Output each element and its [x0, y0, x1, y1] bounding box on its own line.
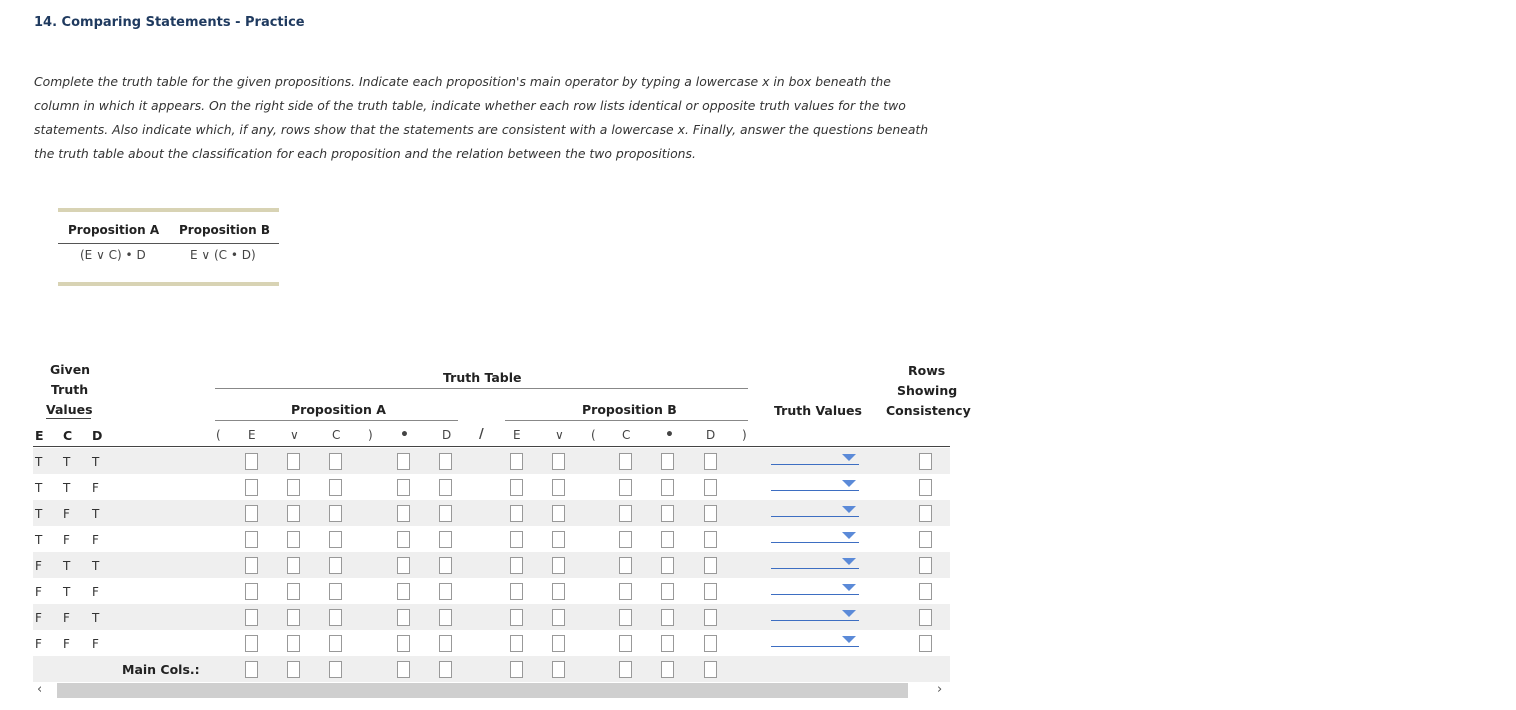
header-divider: [33, 446, 950, 447]
main-col-input[interactable]: [329, 661, 342, 678]
propositions-box: [58, 208, 279, 286]
truth-value-input[interactable]: [619, 479, 632, 496]
truth-value-input[interactable]: [510, 557, 523, 574]
dropdown-arrow-icon[interactable]: [842, 610, 856, 617]
truth-value-input[interactable]: [287, 609, 300, 626]
truth-value-input[interactable]: [619, 453, 632, 470]
prop-b-underline: [505, 420, 748, 421]
consistency-input[interactable]: [919, 583, 932, 600]
truth-value-input[interactable]: [329, 557, 342, 574]
truth-value-input[interactable]: [329, 479, 342, 496]
rows-header: [880, 362, 971, 422]
truth-value-input[interactable]: [439, 557, 452, 574]
scroll-left-icon[interactable]: ‹: [37, 682, 43, 697]
consistency-input[interactable]: [919, 531, 932, 548]
rows-header-line3: Consistency: [886, 403, 971, 418]
dropdown-arrow-icon[interactable]: [842, 584, 856, 591]
truth-value-input[interactable]: [552, 609, 565, 626]
truth-value-input[interactable]: [287, 583, 300, 600]
truth-value-input[interactable]: [245, 609, 258, 626]
rows-header-line2: Showing: [897, 383, 958, 398]
truth-value-input[interactable]: [245, 453, 258, 470]
truth-value-input[interactable]: [397, 479, 410, 496]
truth-values-dropdown[interactable]: [771, 504, 859, 517]
main-col-input[interactable]: [619, 661, 632, 678]
consistency-input[interactable]: [919, 479, 932, 496]
truth-value-input[interactable]: [619, 505, 632, 522]
given-value-cell: T: [35, 481, 43, 495]
truth-value-input[interactable]: [619, 583, 632, 600]
rows-header-line1: Rows: [908, 363, 946, 378]
given-value-cell: F: [63, 637, 70, 651]
truth-value-input[interactable]: [704, 453, 717, 470]
main-col-input[interactable]: [287, 661, 300, 678]
truth-value-input[interactable]: [439, 583, 452, 600]
given-value-cell: T: [63, 455, 71, 469]
symbol-c: C: [622, 428, 631, 442]
prop-a-column-header: Proposition A: [291, 402, 386, 417]
symbol-e: E: [513, 428, 521, 442]
truth-value-input[interactable]: [661, 479, 674, 496]
truth-value-input[interactable]: [510, 505, 523, 522]
given-header-line1: Given: [50, 362, 91, 377]
truth-value-input[interactable]: [619, 635, 632, 652]
var-header-d: D: [92, 428, 103, 443]
symbol-c: C: [332, 428, 341, 442]
truth-value-input[interactable]: [704, 635, 717, 652]
truth-value-input[interactable]: [245, 583, 258, 600]
dropdown-arrow-icon[interactable]: [842, 506, 856, 513]
truth-value-input[interactable]: [245, 479, 258, 496]
symbol-open-paren: (: [216, 428, 221, 442]
truth-value-input[interactable]: [287, 635, 300, 652]
symbol-e: E: [248, 428, 256, 442]
truth-value-input[interactable]: [552, 557, 565, 574]
main-col-input[interactable]: [704, 661, 717, 678]
truth-value-input[interactable]: [552, 531, 565, 548]
truth-value-input[interactable]: [329, 453, 342, 470]
given-value-cell: F: [63, 611, 70, 625]
truth-value-input[interactable]: [704, 557, 717, 574]
consistency-input[interactable]: [919, 635, 932, 652]
symbol-and: •: [400, 427, 409, 443]
truth-value-input[interactable]: [287, 505, 300, 522]
truth-value-input[interactable]: [329, 505, 342, 522]
given-value-cell: T: [92, 507, 100, 521]
truth-value-input[interactable]: [510, 583, 523, 600]
given-value-cell: T: [35, 455, 43, 469]
truth-value-input[interactable]: [661, 635, 674, 652]
truth-value-input[interactable]: [397, 609, 410, 626]
truth-values-header: Truth Values: [774, 403, 862, 418]
given-value-cell: F: [92, 585, 99, 599]
truth-value-input[interactable]: [245, 635, 258, 652]
truth-value-input[interactable]: [661, 531, 674, 548]
truth-value-input[interactable]: [704, 531, 717, 548]
consistency-input[interactable]: [919, 557, 932, 574]
truth-value-input[interactable]: [619, 531, 632, 548]
truth-value-input[interactable]: [287, 479, 300, 496]
truth-values-dropdown[interactable]: [771, 530, 859, 543]
given-value-cell: T: [63, 559, 71, 573]
prop-b-column-header: Proposition B: [582, 402, 677, 417]
truth-value-input[interactable]: [552, 479, 565, 496]
symbol-slash: /: [479, 427, 484, 442]
proposition-a-formula: (E ∨ C) • D: [80, 248, 146, 262]
truth-value-input[interactable]: [397, 453, 410, 470]
symbol-d: D: [442, 428, 452, 442]
truth-values-dropdown[interactable]: [771, 452, 859, 465]
given-value-cell: T: [35, 507, 43, 521]
truth-value-input[interactable]: [329, 609, 342, 626]
main-col-input[interactable]: [510, 661, 523, 678]
dropdown-arrow-icon[interactable]: [842, 454, 856, 461]
horizontal-scrollbar[interactable]: [33, 683, 950, 698]
truth-value-input[interactable]: [661, 453, 674, 470]
truth-value-input[interactable]: [329, 583, 342, 600]
truth-values-dropdown[interactable]: [771, 608, 859, 621]
truth-value-input[interactable]: [287, 453, 300, 470]
given-value-cell: T: [63, 585, 71, 599]
prop-a-underline: [215, 420, 458, 421]
truth-value-input[interactable]: [287, 557, 300, 574]
symbol-close-paren: ): [742, 428, 747, 442]
dropdown-arrow-icon[interactable]: [842, 558, 856, 565]
given-header-line2: Truth: [51, 382, 89, 397]
given-value-cell: T: [35, 533, 43, 547]
truth-values-dropdown[interactable]: [771, 634, 859, 647]
truth-value-input[interactable]: [439, 635, 452, 652]
truth-value-input[interactable]: [397, 635, 410, 652]
given-value-cell: T: [63, 481, 71, 495]
main-col-input[interactable]: [245, 661, 258, 678]
consistency-input[interactable]: [919, 609, 932, 626]
symbol-and: •: [665, 427, 674, 443]
truth-value-input[interactable]: [245, 505, 258, 522]
given-value-cell: F: [63, 533, 70, 547]
truth-value-input[interactable]: [439, 609, 452, 626]
consistency-input[interactable]: [919, 453, 932, 470]
truth-value-input[interactable]: [329, 635, 342, 652]
given-value-cell: F: [35, 559, 42, 573]
propositions-divider: [58, 243, 279, 244]
truth-value-input[interactable]: [245, 531, 258, 548]
truth-table-header: Truth Table: [443, 370, 522, 385]
truth-value-input[interactable]: [552, 635, 565, 652]
main-col-input[interactable]: [661, 661, 674, 678]
truth-value-input[interactable]: [439, 453, 452, 470]
truth-value-input[interactable]: [329, 531, 342, 548]
truth-value-input[interactable]: [552, 505, 565, 522]
truth-value-input[interactable]: [619, 609, 632, 626]
truth-value-input[interactable]: [704, 609, 717, 626]
proposition-a-header: Proposition A: [68, 223, 160, 237]
truth-value-input[interactable]: [661, 557, 674, 574]
given-value-cell: F: [92, 637, 99, 651]
truth-value-input[interactable]: [704, 583, 717, 600]
truth-value-input[interactable]: [287, 531, 300, 548]
given-value-cell: F: [35, 585, 42, 599]
truth-value-input[interactable]: [704, 505, 717, 522]
truth-value-input[interactable]: [510, 531, 523, 548]
truth-value-input[interactable]: [439, 505, 452, 522]
truth-value-input[interactable]: [397, 557, 410, 574]
truth-value-input[interactable]: [397, 583, 410, 600]
symbol-close-paren: ): [368, 428, 373, 442]
given-value-cell: F: [35, 611, 42, 625]
truth-value-input[interactable]: [704, 479, 717, 496]
given-value-cell: T: [92, 559, 100, 573]
truth-value-input[interactable]: [439, 531, 452, 548]
truth-table-underline: [215, 388, 748, 389]
truth-value-input[interactable]: [397, 505, 410, 522]
truth-value-input[interactable]: [661, 505, 674, 522]
main-col-input[interactable]: [552, 661, 565, 678]
truth-value-input[interactable]: [510, 609, 523, 626]
truth-value-input[interactable]: [245, 557, 258, 574]
truth-value-input[interactable]: [619, 557, 632, 574]
given-value-cell: T: [92, 455, 100, 469]
main-col-input[interactable]: [439, 661, 452, 678]
consistency-input[interactable]: [919, 505, 932, 522]
truth-value-input[interactable]: [510, 453, 523, 470]
truth-value-input[interactable]: [510, 479, 523, 496]
truth-value-input[interactable]: [552, 453, 565, 470]
given-value-cell: F: [92, 481, 99, 495]
symbol-d: D: [706, 428, 716, 442]
proposition-b-formula: E ∨ (C • D): [190, 248, 256, 262]
var-header-e: E: [35, 428, 44, 443]
page-title: 14. Comparing Statements - Practice: [34, 15, 305, 30]
instructions: Complete the truth table for the given propositions. Indicate each proposition's main operator by typing a lowercase x in box beneath the column in which it appears. On the right side of the truth table, indicate whether each row lists identical or opposite truth values for the two statements. Also indicate which, if any, rows show that the statements are consistent with a lowercase x. Finally, answer the questions beneath the truth table about the classification for each proposition and the relation between the two propositions.: [34, 74, 929, 161]
dropdown-arrow-icon[interactable]: [842, 636, 856, 643]
given-header-line3: Values: [46, 402, 93, 417]
main-col-input[interactable]: [397, 661, 410, 678]
dropdown-arrow-icon[interactable]: [842, 532, 856, 539]
given-value-cell: F: [35, 637, 42, 651]
truth-values-dropdown[interactable]: [771, 556, 859, 569]
main-cols-label: Main Cols.:: [122, 662, 200, 677]
truth-value-input[interactable]: [510, 635, 523, 652]
given-underline: [46, 418, 91, 419]
var-header-c: C: [63, 428, 73, 443]
truth-values-dropdown[interactable]: [771, 582, 859, 595]
scroll-right-icon[interactable]: ›: [937, 682, 943, 697]
truth-value-input[interactable]: [552, 583, 565, 600]
scrollbar-thumb[interactable]: [57, 683, 908, 698]
given-value-cell: T: [92, 611, 100, 625]
truth-value-input[interactable]: [397, 531, 410, 548]
truth-value-input[interactable]: [661, 609, 674, 626]
truth-value-input[interactable]: [439, 479, 452, 496]
proposition-b-header: Proposition B: [179, 223, 271, 237]
given-value-cell: F: [63, 507, 70, 521]
truth-value-input[interactable]: [661, 583, 674, 600]
dropdown-arrow-icon[interactable]: [842, 480, 856, 487]
given-value-cell: F: [92, 533, 99, 547]
symbol-or: ∨: [290, 428, 299, 442]
symbol-open-paren: (: [591, 428, 596, 442]
symbol-or: ∨: [555, 428, 564, 442]
truth-values-dropdown[interactable]: [771, 478, 859, 491]
